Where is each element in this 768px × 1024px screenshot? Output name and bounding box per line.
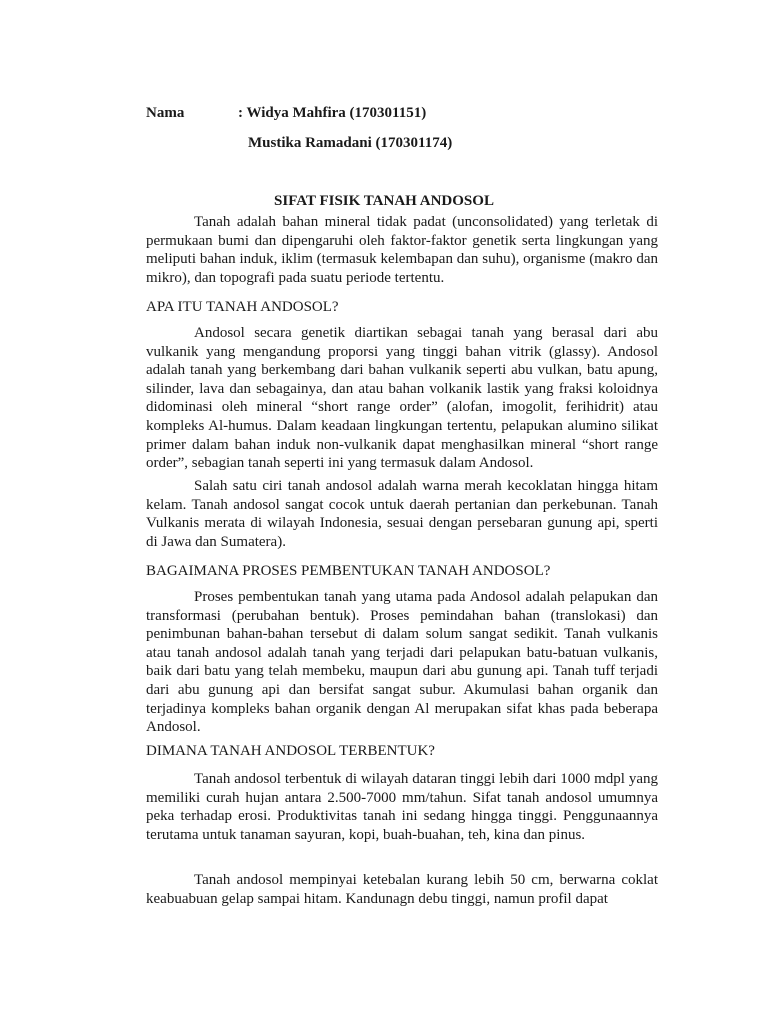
author-2: Mustika Ramadani (170301174) [248,135,453,151]
paragraph-characteristics: Salah satu ciri tanah andosol adalah warna merah kecoklatan hingga hitam kelam. Tanah andosol sangat cocok untuk daerah pertanian dan perkebunan. Tanah Vulkanis merata di wilayah Indonesia, sesuai dengan persebaran gunung api, sperti di Jawa dan Sumatera). [146,478,658,550]
section-heading-dimana: DIMANA TANAH ANDOSOL TERBENTUK? [146,743,435,759]
nama-label: Nama [146,105,185,121]
section-heading-proses: BAGAIMANA PROSES PEMBENTUKAN TANAH ANDOSOL? [146,563,551,579]
document-title: SIFAT FISIK TANAH ANDOSOL [274,193,494,209]
paragraph-definition: Andosol secara genetik diartikan sebagai tanah yang berasal dari abu vulkanik yang mengandung proporsi yang tinggi bahan vitrik (glassy). Andosol adalah tanah yang berkembang dari bahan vulkanik seperti abu vulkan, batu apung, silinder, lava dan sebagainya, dan atau bahan volkanik lastik yang fraksi koloidnya didominasi oleh mineral “short range order” (alofan, imogolit, ferihidrit) atau kompleks Al-humus. Dalam keadaan lingkungan tertentu, pelapukan alumino silikat primer dalam bahan induk non-vulkanik dapat menghasilkan mineral “short range order”, sebagian tanah seperti ini yang termasuk dalam Andosol. [146,325,658,472]
intro-paragraph: Tanah adalah bahan mineral tidak padat (unconsolidated) yang terletak di permukaan bumi dan dipengaruhi oleh faktor-faktor genetik serta lingkungan yang meliputi bahan induk, iklim (termasuk kelembapan dan suhu), organisme (makro dan mikro), dan topografi pada suatu periode tertentu. [146,214,658,286]
section-heading-apa-itu: APA ITU TANAH ANDOSOL? [146,299,339,315]
author-1: : Widya Mahfira (170301151) [238,105,427,121]
paragraph-location: Tanah andosol terbentuk di wilayah dataran tinggi lebih dari 1000 mdpl yang memiliki curah hujan antara 2.500-7000 mm/tahun. Sifat tanah andosol umumnya peka terhadap erosi. Produktivitas tanah ini sedang hingga tinggi. Penggunaannya terutama untuk tanaman sayuran, kopi, buah-buahan, teh, kina dan pinus. [146,771,658,843]
paragraph-formation: Proses pembentukan tanah yang utama pada Andosol adalah pelapukan dan transformasi (perubahan bentuk). Proses pemindahan bahan (translokasi) dan penimbunan bahan-bahan tersebut di dalam solum sangat sedikit. Tanah vulkanis atau tanah andosol adalah tanah yang terjadi dari pelapukan batu-batuan vulkanis, baik dari batu yang telah membeku, maupun dari abu gunung api. Tanah tuff terjadi dari abu gunung api dan bersifat sangat subur. Akumulasi bahan organik dan terjadinya kompleks bahan organik dengan Al merupakan sifat khas pada beberapa Andosol. [146,589,658,736]
paragraph-thickness: Tanah andosol mempinyai ketebalan kurang lebih 50 cm, berwarna coklat keabuabuan gelap sampai hitam. Kandunagn debu tinggi, namun profil dapat [146,872,658,907]
